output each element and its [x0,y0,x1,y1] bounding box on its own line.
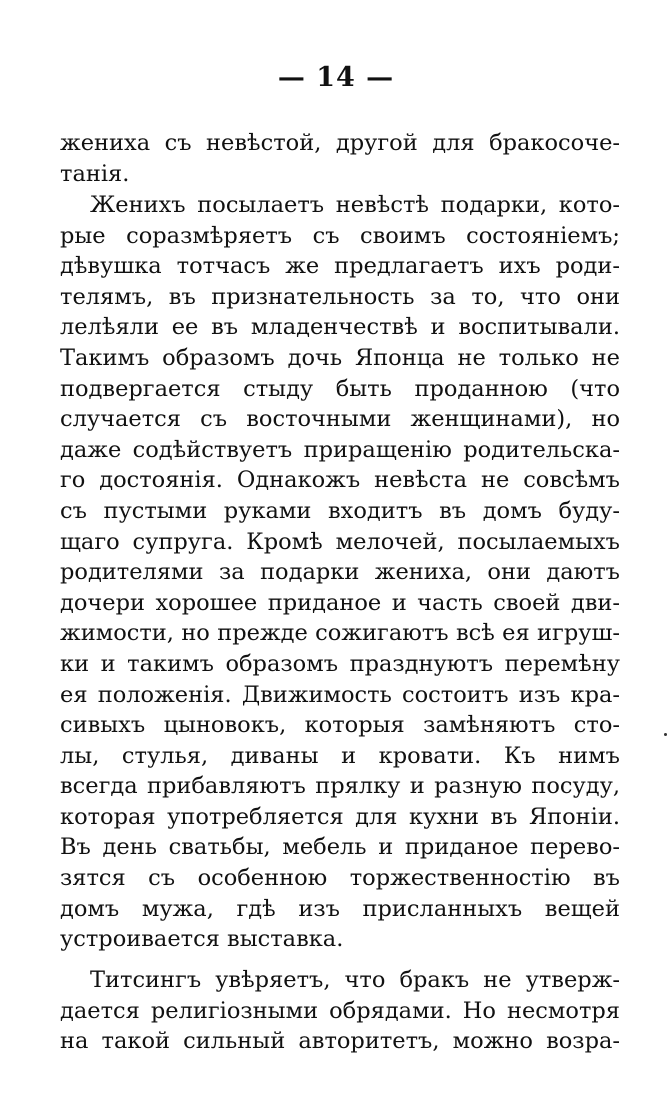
text-line: дѣвушка тотчасъ же предлагаетъ ихъ роди- [60,253,620,280]
text-line: жимости, но прежде сожигаютъ всѣ ея игруш- [60,620,620,647]
text-line: рые соразмѣряетъ съ своимъ состояніемъ; [60,222,620,249]
text-line: щаго супруга. Кромѣ мелочей, посылаемыхъ [60,528,620,555]
text-line: домъ мужа, гдѣ изъ присланныхъ вещей [60,895,620,922]
text-line: го достоянія. Однакожъ невѣста не совсѣмъ [60,467,620,494]
text-line: Титсингъ увѣряетъ, что бракъ не утверж- [90,967,620,993]
text-line: телямъ, въ признательность за то, что они [60,283,620,310]
text-line: танія. [60,160,130,187]
text-line: ки и такимъ образомъ празднуютъ перемѣну [60,650,620,677]
text-line: дочери хорошее приданое и часть своей дви- [60,589,620,616]
text-line: Въ день сватьбы, мебель и приданое перево- [60,834,620,861]
text-line: случается съ восточными женщинами), но [60,406,620,433]
text-line: всегда прибавляютъ прялку и разную посуду, [60,773,620,800]
text-line: родителями за подарки жениха, они даютъ [60,559,620,586]
text-line: даже содѣйствуетъ приращенію родительска- [60,436,620,463]
paragraph-titsingh [60,965,620,1057]
text-line: жениха съ невѣстой, другой для бракосоче- [60,130,620,156]
ink-speck [664,733,667,736]
text-line: зятся съ особенною торжественностію въ [60,865,620,892]
text-line: лелѣяли ее въ младенчествѣ и воспитывали. [60,314,620,341]
text-line: сивыхъ цыновокъ, которыя замѣняютъ сто- [60,712,620,739]
text-line: устроивается выставка. [60,926,344,953]
text-line: дается религіозными обрядами. Но несмотря [60,997,620,1024]
text-line: на такой сильный авторитетъ, можно возра- [60,1028,620,1055]
text-line: которая употребляется для кухни въ Японіи. [60,803,620,830]
text-line: съ пустыми руками входитъ въ домъ буду- [60,497,620,524]
text-line: ея положенія. Движимость состоитъ изъ кра- [60,681,620,708]
text-line: Такимъ образомъ дочь Японца не только не [60,344,620,371]
text-line: подвергается стыду быть проданною (что [60,375,620,402]
page-number: — 14 — [277,62,395,93]
text-line: Женихъ посылаетъ невѣстѣ подарки, кото- [90,192,620,218]
paragraph-groom-gifts [60,190,620,955]
paragraph-continuation [60,128,620,189]
text-line: лы, стулья, диваны и кровати. Къ нимъ [60,742,620,769]
